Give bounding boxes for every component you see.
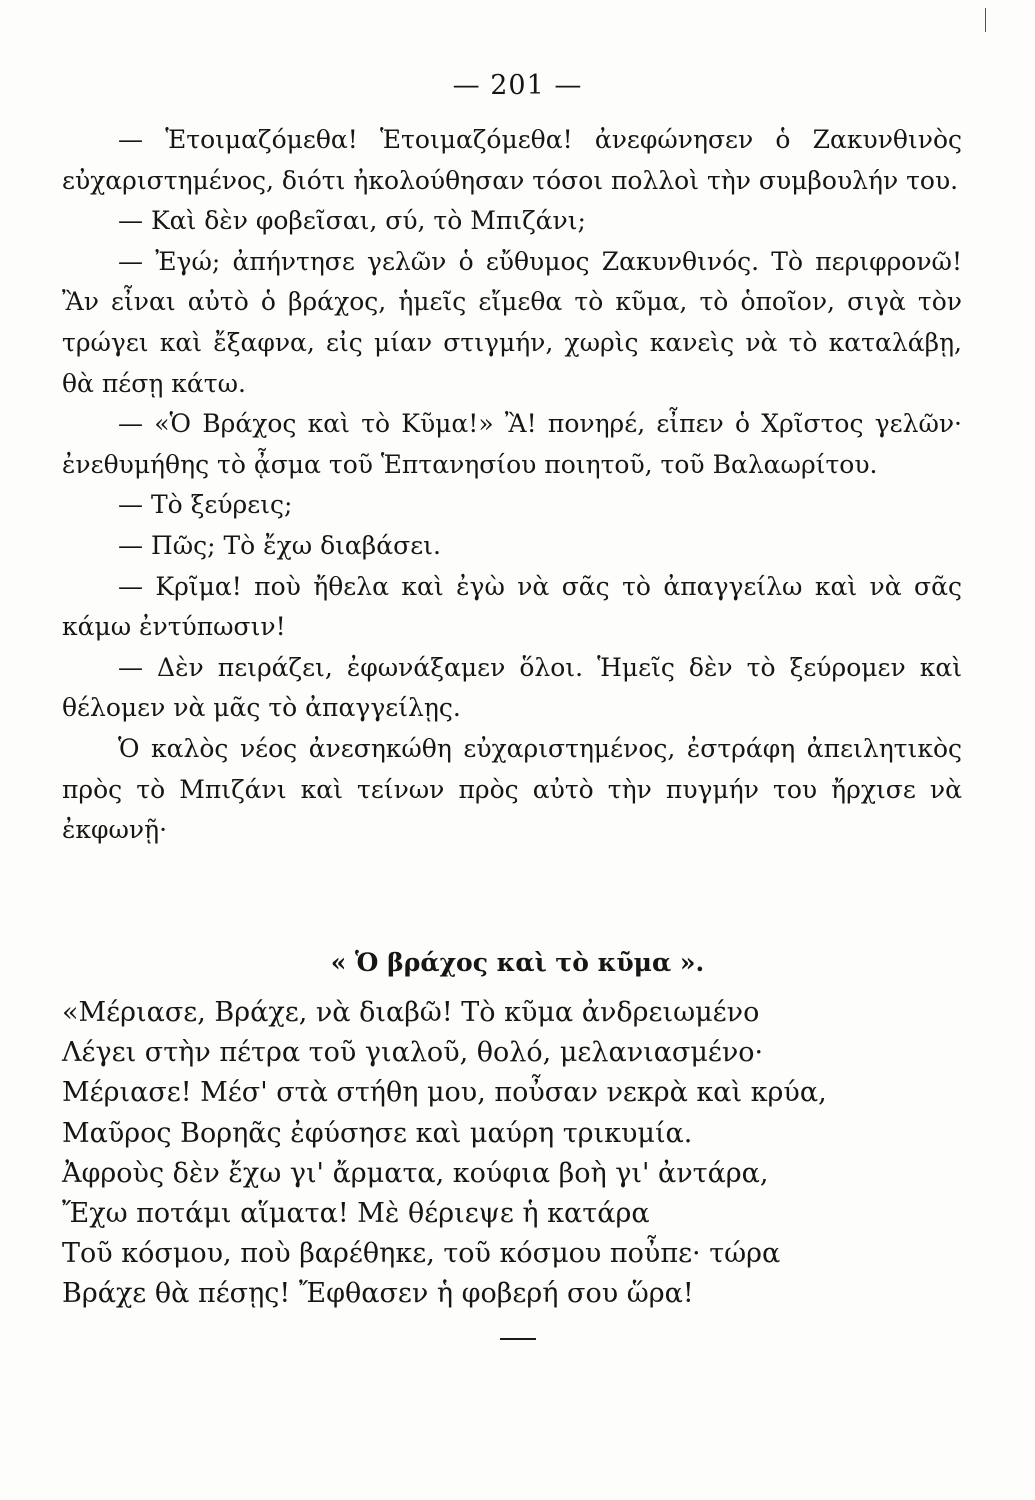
poem-line: Λέγει στὴν πέτρα τοῦ γιαλοῦ, θολό, μελανιασμένο·: [62, 1037, 764, 1069]
paragraph: — «Ὁ Βράχος καὶ τὸ Κῦμα!» Ἂ! πονηρέ, εἶπεν ὁ Χρῖστος γελῶν· ἐνεθυμήθης τὸ ᾆσμα τοῦ Ἑπτανησίου ποιητοῦ, τοῦ Βαλαωρίτου.: [62, 409, 962, 479]
paragraph: — Κρῖμα! ποὺ ἤθελα καὶ ἐγὼ νὰ σᾶς τὸ ἀπαγγείλω καὶ νὰ σᾶς κάμω ἐντύπωσιν!: [62, 571, 962, 642]
margin-mark: [985, 8, 986, 32]
paragraph: Ὁ καλὸς νέος ἀνεσηκώθη εὐχαριστημένος, ἐστράφη ἀπειλητικὸς πρὸς τὸ Μπιζάνι καὶ τείνων πρὸς αὐτὸ τὴν πυγμήν του ἤρχισε νὰ ἐκφωνῇ·: [62, 733, 962, 845]
poem-line: Βράχε θὰ πέσῃς! Ἔφθασεν ἡ φοβερή σου ὥρα!: [62, 1278, 694, 1310]
prose-body: [62, 120, 962, 851]
poem-line: Ἀφροὺς δὲν ἔχω γι' ἄρματα, κούφια βοὴ γι' ἀντάρα,: [62, 1157, 769, 1189]
poem-line: Ἔχω ποτάμι αἵματα! Μὲ θέριεψε ἡ κατάρα: [62, 1198, 650, 1230]
paragraph: — Πῶς; Τὸ ἔχω διαβάσει.: [118, 530, 441, 560]
poem-line: Τοῦ κόσμου, ποὺ βαρέθηκε, τοῦ κόσμου ποὖπε· τώρα: [62, 1238, 781, 1270]
page-number: — 201 —: [452, 70, 583, 101]
paragraph: — Καὶ δὲν φοβεῖσαι, σύ, τὸ Μπιζάνι;: [118, 206, 586, 236]
paragraph: — Τὸ ξεύρεις;: [118, 490, 293, 520]
end-rule: [500, 1338, 536, 1340]
poem-line: Μαῦρος Βορηᾶς ἐφύσησε καὶ μαύρη τρικυμία.: [62, 1117, 693, 1149]
poem-title: « Ὁ βράχος καὶ τὸ κῦμα ».: [330, 948, 705, 977]
paragraph: — Ἑτοιμαζόμεθα! Ἑτοιμαζόμεθα! ἀνεφώνησεν ὁ Ζακυνθινὸς εὐχαριστημένος, διότι ἠκολούθησαν τόσοι πολλοὶ τὴν συμβουλήν του.: [62, 125, 962, 195]
paragraph: — Ἐγώ; ἀπήντησε γελῶν ὁ εὔθυμος Ζακυνθινός. Τὸ περιφρονῶ! Ἂν εἶναι αὐτὸ ὁ βράχος, ἡμεῖς εἴμεθα τὸ κῦμα, τὸ ὁποῖον, σιγὰ τὸν τρώγει καὶ ἔξαφνα, εἰς μίαν στιγμήν, χωρὶς κανεὶς νὰ τὸ καταλάβῃ, θὰ πέσῃ κάτω.: [62, 246, 962, 398]
poem-line: Μέριασε! Μέσ' στὰ στήθη μου, ποὖσαν νεκρὰ καὶ κρύα,: [62, 1077, 827, 1109]
poem-body: [62, 993, 962, 1315]
paragraph: — Δὲν πειράζει, ἐφωνάξαμεν ὅλοι. Ἡμεῖς δὲν τὸ ξεύρομεν καὶ θέλομεν νὰ μᾶς τὸ ἀπαγγείλῃς.: [62, 652, 962, 723]
poem-line: «Μέριασε, Βράχε, νὰ διαβῶ! Τὸ κῦμα ἀνδρειωμένο: [62, 997, 760, 1028]
